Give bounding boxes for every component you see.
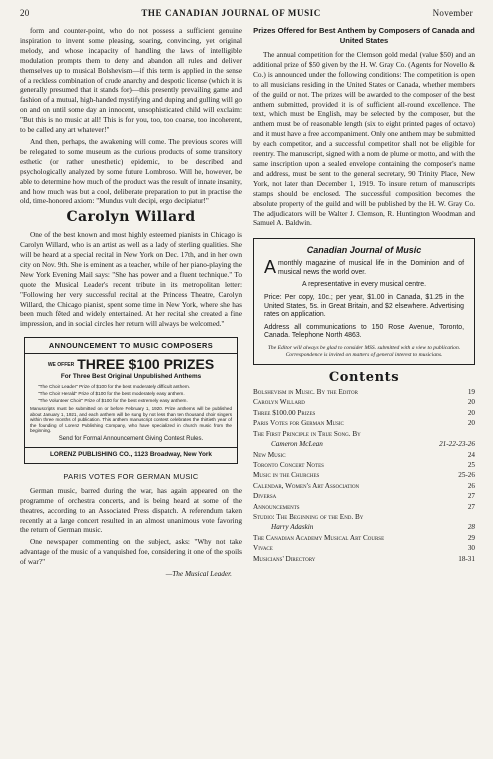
toc-entry-title: The First Principle in True Song. By (253, 429, 361, 438)
journal-info-box (253, 238, 475, 365)
toc-entry-page: 18-31 (458, 554, 475, 563)
toc-entry (253, 439, 475, 449)
toc-entry (253, 470, 475, 480)
carolyn-willard-paragraph: One of the best known and most highly esteemed pianists in Chicago is Carolyn Willard, who is an artist as well as a lady of sterling qualities. She will be heard at a special recital in New York on Dec. 17th, and in her own city on Nov. 9th. She is eminent as a teacher, while of her piano-playing the New York Evening Mail says: "She has power and a fluent technique." To quote the Musical Leader's recent tribute in its metropolitan letter: "Following her very successful recital at the Princess Theatre, Carolyn Willard, the Chicago pianist, spent some time in New York, where she has been much fêted and widely entertained. At her recital she created a fine impression, and in social circles her return will always be welcomed." (20, 230, 242, 329)
toc-entry-title: Harry Adaskin (271, 523, 314, 532)
paris-paragraph-2: One newspaper commenting on the subject, asks: "Why not take advantage of the music of a vanquished foe, considering it one of the spoils of war?" (20, 537, 242, 567)
toc-entry-title: Vivace (253, 544, 273, 553)
drop-cap: A (264, 257, 277, 278)
toc-entry-title: Toronto Concert Notes (253, 460, 324, 469)
toc-entry (253, 543, 475, 553)
ad-prize-2: "The Choir Herald" Prize of $100 for the best moderately easy anthem. (38, 391, 185, 397)
left-column (20, 26, 242, 579)
lorenz-prize-advertisement (24, 337, 238, 464)
journal-info-editor-note: The Editor will always be glad to consider MSS. submitted with a view to publication. Correspondence is invited on matters of general interest to musicians. (267, 344, 461, 358)
toc-entry-page: 25-26 (458, 471, 475, 480)
ad-three-prizes: THREE $100 PRIZES (77, 356, 215, 373)
toc-entry-title: Diversa (253, 492, 277, 501)
toc-entry-page: 20 (467, 398, 475, 407)
toc-entry-page: 28 (467, 523, 475, 532)
toc-entry (253, 387, 475, 397)
toc-entry-page: 27 (467, 502, 475, 511)
journal-info-title: Canadian Journal of Music (306, 245, 422, 256)
toc-entry-title: Cameron McLean (271, 440, 323, 449)
ad-announcement-heading: ANNOUNCEMENT TO MUSIC COMPOSERS (25, 341, 237, 354)
paris-attribution: —The Musical Leader. (165, 569, 232, 579)
toc-entry-page: 25 (467, 460, 475, 469)
toc-entry-page: 30 (467, 544, 475, 553)
paris-votes-heading: PARIS VOTES FOR GERMAN MUSIC (63, 471, 199, 481)
toc-entry-title: Three $100.00 Prizes (253, 408, 316, 417)
toc-entry (253, 408, 475, 418)
toc-entry-title: Paris Votes for German Music (253, 419, 344, 428)
carolyn-willard-heading: Carolyn Willard (66, 209, 196, 226)
contents-heading: Contents (328, 370, 400, 386)
toc-entry-page: 27 (467, 492, 475, 501)
ad-subtitle: For Three Best Original Unpublished Anthems (60, 373, 202, 381)
toc-entry (253, 450, 475, 460)
toc-entry-title: The Canadian Academy Musical Art Course (253, 533, 385, 542)
toc-entry-title: Studio: The Beginning of the End. By (253, 512, 364, 521)
toc-entry (253, 522, 475, 532)
table-of-contents (253, 387, 475, 564)
ad-send-line: Send for Formal Announcement Giving Contest Rules. (58, 436, 204, 443)
toc-entry-title: Bolshevism in Music. By the Editor (253, 388, 358, 397)
toc-entry-page: 19 (467, 388, 475, 397)
toc-entry-page (447, 429, 475, 439)
ad-prize-1: "The Choir Leader" Prize of $100 for the best moderately difficult anthem. (38, 384, 191, 390)
ad-company: LORENZ PUBLISHING CO., 1123 Broadway, New York (25, 447, 237, 460)
journal-title: THE CANADIAN JOURNAL OF MUSIC (141, 8, 321, 18)
page-number: 20 (20, 8, 30, 18)
toc-entry (253, 481, 475, 491)
toc-entry (253, 491, 475, 501)
journal-info-address: Address all communications to 150 Rose Avenue, Toronto, Canada. Telephone North 4863. (264, 323, 464, 340)
issue-month: November (432, 8, 473, 18)
journal-info-description: monthly magazine of musical life in the Dominion and of musical news the world over. (278, 260, 464, 276)
toc-entry-page: 24 (467, 450, 475, 459)
toc-entry-title: Carolyn Willard (253, 398, 305, 407)
ad-prize-line (30, 357, 232, 372)
toc-entry-page: 26 (467, 481, 475, 490)
ad-prize-3: "The Volunteer Choir" Prize of $100 for the best extremely easy anthem. (38, 398, 188, 404)
paris-paragraph-1: German music, barred during the war, has again appeared on the programme of orchestra concerts, and is being heard at some of the theatres, according to an Associated Press dispatch. A referendum taken recently at a large concert resulted in an almost unanimous vote favoring the return of German music. (20, 485, 242, 535)
toc-entry (253, 512, 475, 522)
prizes-heading: Prizes Offered for Best Anthem by Composers of Canada and United States (253, 26, 475, 45)
bolshevism-paragraph-1: form and counter-point, who do not possess a sufficient genuine inspiration to invent some pleasing, soaring, convincing, yet original melody, and whose incapacity of handling the laws of intelligible modulation prompts them to deny and abandon all rules and deliver themselves up to musical Bolshevism—if this term is applied in the sense of a reckless combination of crude anarchy and despotic license (which it is generally presumed that it stands for)—this presently prevailing game and fashion of a mutual, high-handed mystifying and duping and gulling will go on and on until some day an innocent, unsophisticated child will exclaim: "But this is no music at all! This is for you, too, too coarse, too incoherent, to be called any art whatever!" (20, 26, 242, 135)
right-column (253, 26, 475, 564)
journal-info-representative: A representative in every musical centre. (301, 281, 427, 289)
bolshevism-paragraph-2: And then, perhaps, the awakening will come. The previous scores will be relegated to some museum as the curious products of some transitory esthetic (or rather unesthetic) epidemic, to be described and psychologically analyzed by some future Lombroso. Will he, however, be able to determine how much of the product was the result of innate insanity, and how much was but a cool, deliberate preparation to put in practise the old, time-honored axiom: "Mundus vult decipi, ergo decipiatur!" (20, 136, 242, 206)
toc-entry (253, 554, 475, 564)
toc-entry-page: 29 (467, 533, 475, 542)
ad-fine-print: Manuscripts must be submitted on or before February 1, 1920. Prize anthems will be published about January 1, 1921, and each anthem will be sung by not less than ten thousand choir singers within three months of publication. This anthem manuscript contest celebrates the thirtieth year of the founding of Lorenz Publishing Company, who have specialized in church music from the beginning. (30, 406, 232, 434)
toc-entry (253, 502, 475, 512)
toc-entry-page: 21-22-23-26 (439, 440, 475, 449)
toc-entry (253, 533, 475, 543)
prizes-paragraph: The annual competition for the Clemson gold medal (value $50) and an additional prize of $50 given by the H. W. Gray Co. (Agents for Novello & Co.) is announced under the following conditions: The competition is open to all musicians residing in the United States or Canada, whether members of the guild or not. The prizes will be awarded to the composer of the best anthem submitted, provided it is of sufficient all-round excellence. The text, which must be English, may be selected by the composer, but the anthem must be of reasonable length (six to eight printed pages of octavo) and it must have a free accompaniment. Only one anthem may be submitted by each competitor, and a successful competitor shall not be eligible for reentry. The manuscript, signed with a nom de plume or motto, and with the same inscription upon a sealed envelope containing the composer's name and address, must be sent to the general secretary, 90 Trinity Place, New York, not later than December 1, 1919. To insure return of manuscripts stamps should be enclosed. The successful composition becomes the absolute property of the guild and will be published by the H. W. Gray Co. The adjudicators will be Walter J. Clemson, R. Huntington Woodman and Samuel A. Baldwin. (253, 50, 475, 228)
toc-entry (253, 429, 475, 439)
toc-entry-title: New Music (253, 450, 286, 459)
toc-entry-page (447, 512, 475, 522)
toc-entry-title: Announcements (253, 502, 300, 511)
ad-we-offer: WE OFFER (47, 362, 75, 369)
toc-entry (253, 460, 475, 470)
running-header (20, 8, 473, 22)
journal-info-price: Price: Per copy, 10c.; per year, $1.00 in Canada, $1.25 in the United States, 5s. in Great Britain, and $2 elsewhere. Advertising rates on application. (264, 294, 464, 319)
toc-entry-page: 20 (467, 419, 475, 428)
toc-entry-page: 20 (467, 408, 475, 417)
toc-entry (253, 397, 475, 407)
toc-entry-title: Musicians' Directory (253, 554, 316, 563)
toc-entry-title: Music in the Churches (253, 471, 320, 480)
toc-entry-title: Calendar, Women's Art Association (253, 481, 360, 490)
toc-entry (253, 418, 475, 428)
